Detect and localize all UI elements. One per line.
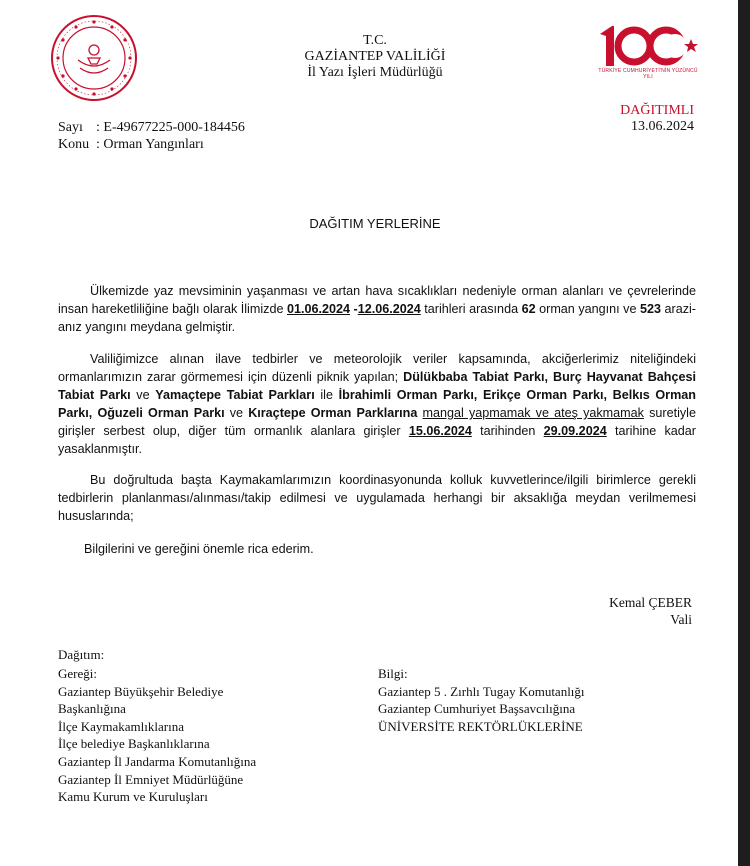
reference-number [58,120,245,136]
info-item: ÜNİVERSİTE REKTÖRLÜKLERİNE [378,718,583,734]
info-item: Gaziantep Cumhuriyet Başsavcılığına [378,701,576,717]
distribution-label: Dağıtım: [58,647,105,662]
p2-text-a: Valiliğimizce alınan ilave tedbirler ve meteorolojik veriler kapsamında, akciğerlerimiz niteliğindeki ormanlarımızın zarar görmemesi için düzenli piknik yapılan; [58,352,696,384]
action-item: Kamu Kurum ve Kuruluşları [58,789,208,805]
p2-barbecue-ban: mangal yapmamak ve ateş yakmamak [422,406,644,420]
p2-park-burc: Burç Hayvanat Bahçesi Tabiat Parkı [58,370,697,402]
document-date: 13.06.2024 [631,119,694,134]
p2-text-c: tarihinden [471,424,544,438]
letterhead-department: İl Yazı İşleri Müdürlüğü [307,65,443,80]
signatory-title: Vali [670,612,692,627]
letterhead [300,33,450,81]
action-item: Gaziantep İl Emniyet Müdürlüğüne [58,771,244,787]
distribution-info-list [378,665,585,735]
signature-block [560,594,692,628]
reference-value: : E-49677225-000-184456 [96,120,245,135]
action-label: Gereği: [58,666,97,681]
distribution-stamp: DAĞITIMLI [620,103,694,118]
p2-date-start: 15.06.2024 [408,424,472,438]
addressee-title: DAĞITIM YERLERİNE [309,216,441,231]
info-label: Bilgi: [378,666,408,681]
action-item: Başkanlığına [58,701,126,717]
p2-park-dulukbaba: Dülükbaba Tabiat Parkı, [403,370,548,384]
p2-text-b: suretiyle girişler serbest olup, diğer tüm ormanlık alanlara girişler [58,406,696,438]
p1-separator: - [350,302,358,316]
letterhead-governorship: GAZİANTEP VALİLİĞİ [304,49,446,64]
subject-line [58,137,204,153]
distribution-action-list [58,665,256,806]
p2-date-end: 29.09.2024 [543,424,607,438]
info-item: Gaziantep 5 . Zırhlı Tugay Komutanlığı [378,683,585,699]
paragraph-4: Bilgilerini ve gereğini önemle rica ederim. [84,542,314,556]
subject-value: : Orman Yangınları [96,137,204,152]
p1-text-b: tarihleri arasında [420,302,522,316]
action-item: Gaziantep Büyükşehir Belediye [58,683,224,699]
p1-text-c: orman yangını ve [535,302,640,316]
p1-text-d: arazi-anız yangını meydana gelmiştir. [58,302,696,334]
p2-forest-parks: İbrahimli Orman Parkı, Erikçe Orman Parkı, Belkıs Orman Parkı, Oğuzeli Orman Parkı [58,388,696,420]
paragraph-3: Bu doğrultuda başta Kaymakamlarımızın koordinasyonunda kolluk kuvvetlerince/ilgili birimlerce gerekli tedbirlerin planlanması/alınması/takip edilmesi ve uygulamada herhangi bir aksaklığa meydan verilmemesi hususlarında; [58,473,696,523]
signatory-name: Kemal ÇEBER [609,595,692,610]
action-item: İlçe belediye Başkanlıklarına [58,736,210,752]
action-item: İlçe Kaymakamlıklarına [58,718,184,734]
p1-text-a: Ülkemizde yaz mevsiminin yaşanması ve artan hava sıcaklıkları nedeniyle orman alanları ve çevrelerinde insan hareketliliğine bağlı olarak İlimizde [58,284,696,316]
paragraph-1 [58,282,696,336]
centennial-logo-caption: TÜRKİYE CUMHURİYETİ'NİN YÜZÜNCÜ YILI [598,68,698,80]
paragraph-2 [58,350,696,458]
p1-field-fire-count: 523 [639,302,661,316]
subject-label: Konu [58,137,90,152]
p1-forest-fire-count: 62 [521,302,536,316]
p2-with: ile [314,388,339,402]
p2-and-1: ve [130,388,156,402]
p2-park-yamactepe: Yamaçtepe Tabiat Parkları [155,388,315,402]
p1-date-end: 12.06.2024 [357,302,421,316]
p1-date-start: 01.06.2024 [286,302,350,316]
p2-text-d: tarihine kadar yasaklanmıştır. [58,424,696,456]
letterhead-tc: T.C. [363,33,387,48]
p2-park-kiractepe: Kıraçtepe Orman Parklarına [248,406,418,420]
p2-and-2: ve [224,406,249,420]
action-item: Gaziantep İl Jandarma Komutanlığına [58,753,257,769]
governorship-seal-icon [50,14,138,102]
reference-label: Sayı [58,120,83,135]
photo-frame-edge [738,0,750,866]
